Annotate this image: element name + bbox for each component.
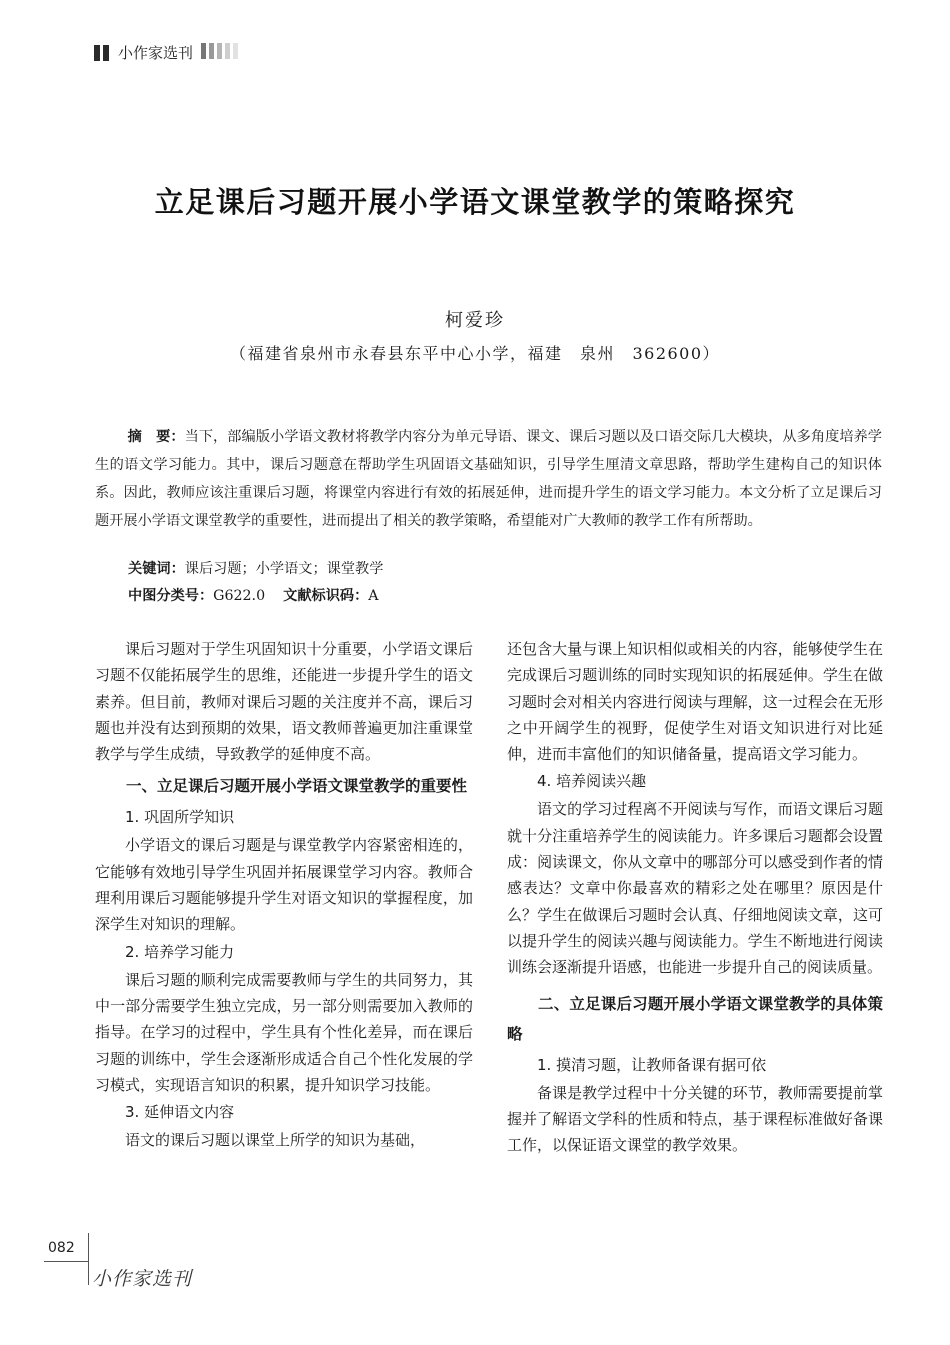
keywords xyxy=(128,558,383,580)
header-bar-mark xyxy=(103,45,109,61)
doc-code-label: 文献标识码： xyxy=(283,588,369,604)
abstract-label: 摘 要： xyxy=(127,429,185,445)
journal-logo: 小作家选刊 xyxy=(92,1268,193,1290)
journal-header xyxy=(94,42,241,63)
page-number: 082 xyxy=(48,1240,75,1256)
journal-name: 小作家选刊 xyxy=(118,44,194,62)
paragraph: 课后习题的顺利完成需要教师与学生的共同努力，其中一部分需要学生独立完成，另一部分则需要加入教师的指导。在学习的过程中，学生具有个性化差异，而在课后习题的训练中，学生会逐渐形成适合自己个性化发展的学习模式，实现语言知识的积累，提升知识学习技能。 xyxy=(95,970,473,1094)
keywords-text: 课后习题；小学语文；课堂教学 xyxy=(184,561,384,577)
footer-divider xyxy=(88,1233,89,1285)
paragraph: 备课是教学过程中十分关键的环节，教师需要提前掌握并了解语文学科的性质和特点，基于课程标准做好备课工作，以保证语文课堂的教学效果。 xyxy=(507,1083,883,1155)
abstract xyxy=(95,423,882,535)
author-affiliation: （福建省泉州市永春县东平中心小学，福建 泉州 362600） xyxy=(229,344,721,363)
paragraph: 语文的学习过程离不开阅读与写作，而语文课后习题就十分注重培养学生的阅读能力。许多课后习题都会设置成：阅读课文，你从文章中的哪部分可以感受到作者的情感表达？文章中你最喜欢的精彩之处在哪里？原因是什么？学生在做课后习题时会认真、仔细地阅读文章，这可以提升学生的阅读兴趣与阅读能力。学生不断地进行阅读训练会逐渐提升语感，也能进一步提升自己的阅读质量。 xyxy=(507,800,883,977)
clc-value: G622.0 xyxy=(213,588,266,604)
subsection-heading: 4. 培养阅读兴趣 xyxy=(537,772,647,791)
subsection-heading: 1. 摸清习题，让教师备课有据可依 xyxy=(537,1055,767,1074)
subsection-heading: 3. 延伸语文内容 xyxy=(125,1103,235,1122)
paragraph: 语文的课后习题以课堂上所学的知识为基础， xyxy=(125,1131,426,1150)
clc-label: 中图分类号： xyxy=(128,588,214,604)
abstract-text: 当下，部编版小学语文教材将教学内容分为单元导语、课文、课后习题以及口语交际几大模块，从多角度培养学生的语文学习能力。其中，课后习题意在帮助学生巩固语文基础知识，引导学生厘清文章思路，帮助学生建构自己的知识体系。因此，教师应该注重课后习题，将课堂内容进行有效的拓展延伸，进而提升学生的语文学习能力。本文分析了立足课后习题开展小学语文课堂教学的重要性，进而提出了相关的教学策略，希望能对广大教师的教学工作有所帮助。 xyxy=(95,429,882,529)
right-column xyxy=(507,636,883,1158)
paragraph: 还包含大量与课上知识相似或相关的内容，能够使学生在完成课后习题训练的同时实现知识的拓展延伸。学生在做习题时会对相关内容进行阅读与理解，这一过程会在无形之中开阔学生的视野，促使学生对语文知识进行对比延伸，进而丰富他们的知识储备量，提高语文学习能力。 xyxy=(507,640,883,764)
section-heading: 二、立足课后习题开展小学语文课堂教学的具体策略 xyxy=(507,994,883,1043)
section-heading: 一、立足课后习题开展小学语文课堂教学的重要性 xyxy=(126,777,468,796)
paragraph: 小学语文的课后习题是与课堂教学内容紧密相连的，它能够有效地引导学生巩固并拓展课堂学习内容。教师合理利用课后习题能够提升学生对语文知识的掌握程度，加深学生对知识的理解。 xyxy=(95,836,473,934)
subsection-heading: 2. 培养学习能力 xyxy=(125,942,235,961)
classification xyxy=(128,585,379,607)
header-stripes xyxy=(201,43,241,63)
left-column xyxy=(95,636,473,1153)
doc-code-value: A xyxy=(368,588,379,604)
header-bar-mark xyxy=(94,45,100,61)
keywords-label: 关键词： xyxy=(128,561,185,577)
footer-rule xyxy=(44,1261,88,1262)
author-name: 柯爱珍 xyxy=(445,310,505,331)
subsection-heading: 1. 巩固所学知识 xyxy=(125,808,235,827)
article-title: 立足课后习题开展小学语文课堂教学的策略探究 xyxy=(154,185,796,219)
paragraph: 课后习题对于学生巩固知识十分重要，小学语文课后习题不仅能拓展学生的思维，还能进一步提升学生的语文素养。但目前，教师对课后习题的关注度并不高，课后习题也并没有达到预期的效果，语文教师普遍更加注重课堂教学与学生成绩，导致教学的延伸度不高。 xyxy=(95,640,473,764)
